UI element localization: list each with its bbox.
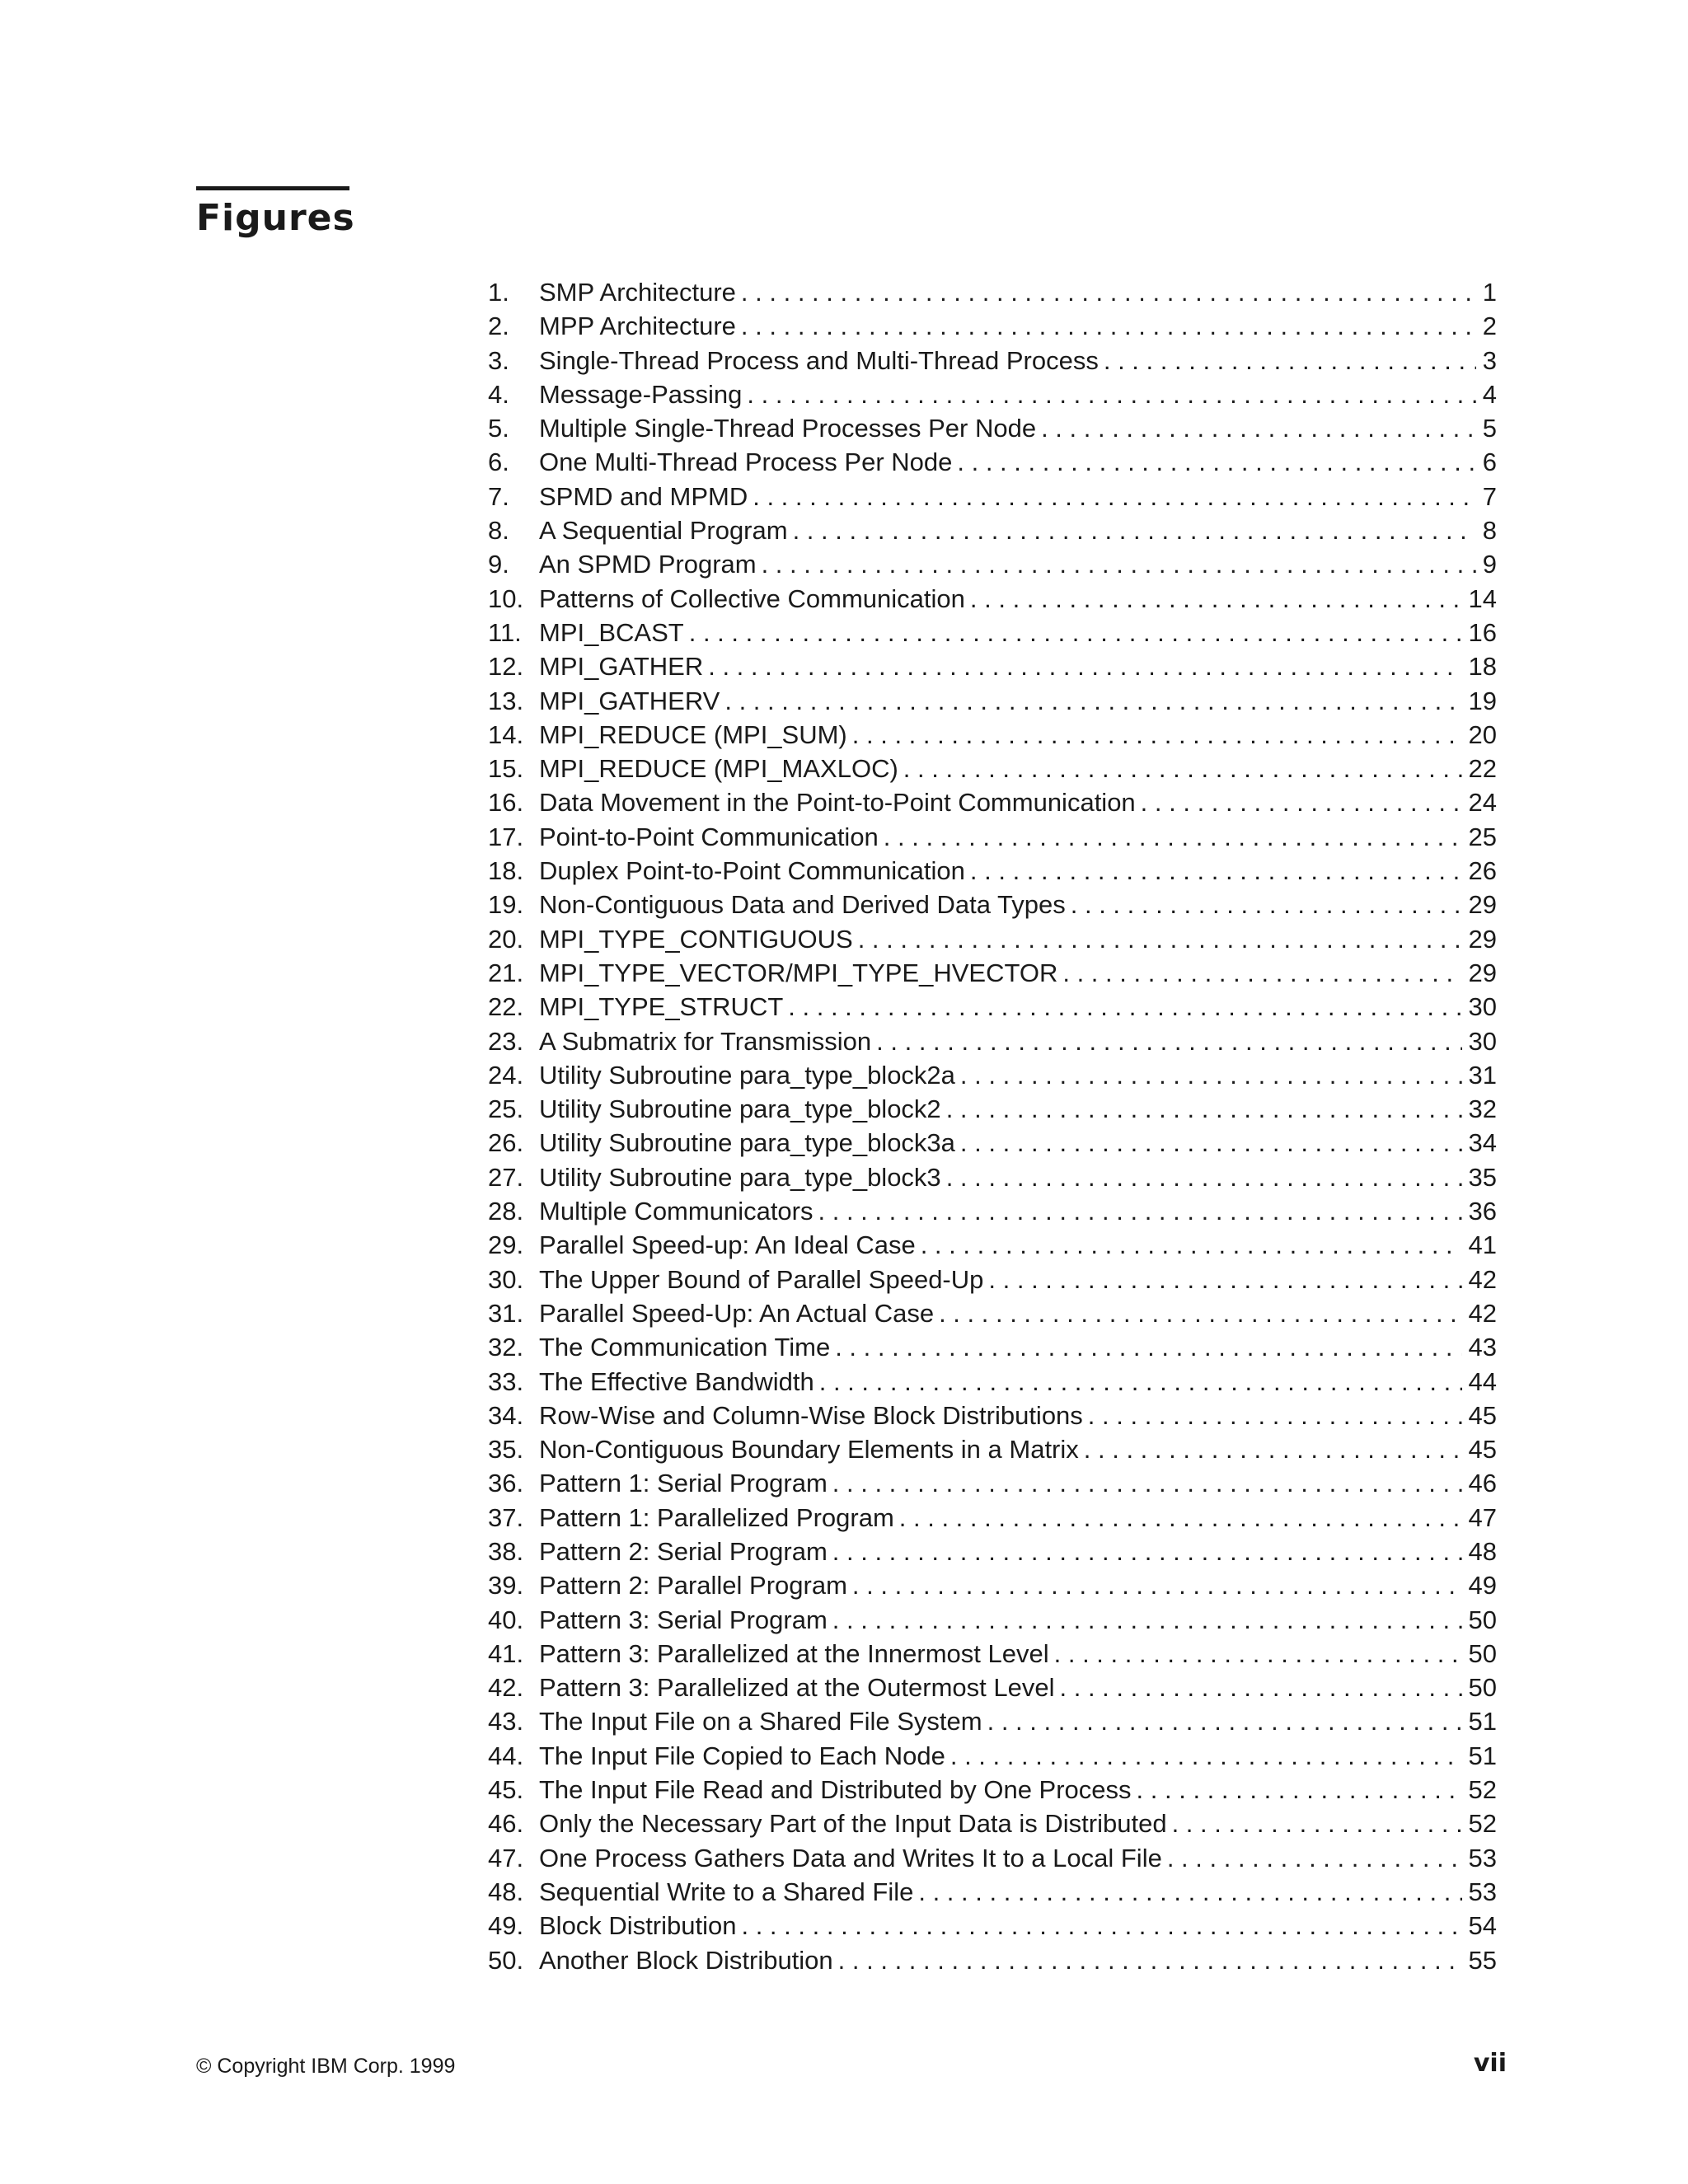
dot-leader (757, 547, 1476, 581)
dot-leader (828, 1466, 1462, 1500)
figure-title: Utility Subroutine para_type_block2a (539, 1060, 955, 1090)
figure-page-number: 8 (1482, 516, 1497, 546)
figure-entry[interactable] (488, 445, 1497, 479)
figure-page-number: 34 (1468, 1128, 1497, 1158)
dot-leader (941, 1160, 1462, 1194)
figure-entry[interactable] (488, 1296, 1497, 1330)
figure-number: 24. (488, 1060, 524, 1090)
dot-leader (1167, 1807, 1462, 1840)
figure-page-number: 54 (1468, 1911, 1497, 1941)
figure-entry[interactable] (488, 582, 1497, 616)
figure-number: 13. (488, 686, 524, 715)
figure-entry[interactable] (488, 718, 1497, 752)
figure-page-number: 29 (1468, 958, 1497, 987)
figure-page-number: 53 (1468, 1843, 1497, 1872)
figure-title: MPI_REDUCE (MPI_SUM) (539, 719, 847, 749)
figure-entry[interactable] (488, 1841, 1497, 1875)
dot-leader (748, 480, 1476, 513)
figure-title: Multiple Single-Thread Processes Per Node (539, 414, 1037, 443)
dot-leader (703, 649, 1461, 683)
figure-page-number: 19 (1468, 686, 1497, 715)
figure-entry[interactable] (488, 1535, 1497, 1568)
dot-leader (955, 1126, 1462, 1160)
figure-entry[interactable] (488, 1365, 1497, 1399)
figure-title: The Input File Copied to Each Node (539, 1741, 945, 1770)
figure-title: Pattern 3: Parallelized at the Outermost Level (539, 1673, 1055, 1703)
dot-leader (982, 1704, 1462, 1738)
figure-page-number: 47 (1468, 1502, 1497, 1532)
figure-page-number: 32 (1468, 1094, 1497, 1124)
figure-number: 20. (488, 924, 524, 954)
dot-leader (941, 1092, 1462, 1126)
figure-entry[interactable] (488, 1432, 1497, 1466)
figure-number: 42. (488, 1673, 524, 1703)
figure-page-number: 44 (1468, 1366, 1497, 1396)
figure-title: MPI_BCAST (539, 617, 684, 647)
figure-entry[interactable] (488, 344, 1497, 377)
figure-number: 19. (488, 890, 524, 920)
figure-number: 50. (488, 1945, 524, 1975)
figure-title: Parallel Speed-up: An Ideal Case (539, 1230, 916, 1260)
figure-title: Row-Wise and Column-Wise Block Distributions (539, 1400, 1083, 1430)
dot-leader (1057, 956, 1461, 990)
dot-leader (742, 377, 1475, 411)
figure-title: Only the Necessary Part of the Input Data is Distributed (539, 1809, 1167, 1839)
figure-title: Patterns of Collective Communication (539, 583, 965, 613)
figure-number: 29. (488, 1230, 524, 1260)
figure-list (488, 275, 1497, 1977)
figure-number: 25. (488, 1094, 524, 1124)
figure-entry[interactable] (488, 480, 1497, 513)
figure-page-number: 55 (1468, 1945, 1497, 1975)
figure-number: 46. (488, 1809, 524, 1839)
figure-number: 21. (488, 958, 524, 987)
figure-page-number: 50 (1468, 1638, 1497, 1668)
dot-leader (1083, 1399, 1462, 1432)
figure-number: 4. (488, 379, 509, 409)
dot-leader (945, 1739, 1462, 1773)
figure-title: The Effective Bandwidth (539, 1366, 814, 1396)
figure-page-number: 31 (1468, 1060, 1497, 1090)
figure-number: 39. (488, 1571, 524, 1601)
dot-leader (916, 1228, 1462, 1262)
figure-number: 41. (488, 1638, 524, 1668)
figure-title: Another Block Distribution (539, 1945, 833, 1975)
figure-page-number: 4 (1482, 379, 1497, 409)
dot-leader (736, 1909, 1461, 1943)
figure-entry[interactable] (488, 752, 1497, 785)
figure-page-number: 29 (1468, 890, 1497, 920)
figure-title: Block Distribution (539, 1911, 737, 1941)
figure-number: 35. (488, 1435, 524, 1465)
dot-leader (720, 684, 1461, 718)
figure-page-number: 2 (1482, 312, 1497, 341)
figure-entry[interactable] (488, 820, 1497, 854)
figure-entry[interactable] (488, 1501, 1497, 1535)
figure-entry[interactable] (488, 1603, 1497, 1637)
figure-title: A Submatrix for Transmission (539, 1026, 872, 1056)
dot-leader (1136, 785, 1462, 819)
figure-title: Non-Contiguous Boundary Elements in a Matrix (539, 1435, 1079, 1465)
figure-number: 9. (488, 550, 509, 579)
dot-leader (830, 1330, 1461, 1364)
figure-number: 40. (488, 1605, 524, 1634)
figure-title: Utility Subroutine para_type_block3a (539, 1128, 955, 1158)
figure-entry[interactable] (488, 1704, 1497, 1738)
figure-entry[interactable] (488, 785, 1497, 819)
dot-leader (828, 1603, 1462, 1637)
figure-title: Point-to-Point Communication (539, 822, 879, 851)
figure-number: 7. (488, 481, 509, 511)
figure-title: Sequential Write to a Shared File (539, 1877, 914, 1906)
dot-leader (1066, 888, 1462, 921)
figure-entry[interactable] (488, 1263, 1497, 1296)
figure-title: Pattern 3: Serial Program (539, 1605, 828, 1634)
figure-page-number: 9 (1482, 550, 1497, 579)
figure-page-number: 45 (1468, 1435, 1497, 1465)
figure-title: MPI_TYPE_CONTIGUOUS (539, 924, 853, 954)
dot-leader (814, 1365, 1462, 1399)
dot-leader (1055, 1671, 1462, 1704)
figure-entry[interactable] (488, 1330, 1497, 1364)
figure-title: A Sequential Program (539, 516, 788, 546)
figure-entry[interactable] (488, 513, 1497, 547)
figure-page-number: 3 (1482, 345, 1497, 375)
figure-title: Pattern 2: Parallel Program (539, 1571, 847, 1601)
figure-entry[interactable] (488, 1807, 1497, 1840)
figure-number: 47. (488, 1843, 524, 1872)
figure-page-number: 29 (1468, 924, 1497, 954)
dot-leader (983, 1263, 1461, 1296)
dot-leader (788, 513, 1476, 547)
figure-entry[interactable] (488, 275, 1497, 309)
figure-title: MPI_GATHER (539, 652, 704, 682)
figure-number: 12. (488, 652, 524, 682)
figure-number: 15. (488, 754, 524, 784)
figure-number: 45. (488, 1775, 524, 1805)
figure-page-number: 18 (1468, 652, 1497, 682)
figure-entry[interactable] (488, 1943, 1497, 1977)
page-number: vii (1473, 2049, 1507, 2078)
dot-leader (879, 820, 1462, 854)
figure-number: 44. (488, 1741, 524, 1770)
figure-title: Multiple Communicators (539, 1197, 814, 1226)
dot-leader (952, 445, 1475, 479)
figure-title: Message-Passing (539, 379, 743, 409)
dot-leader (955, 1058, 1462, 1092)
figure-entry[interactable] (488, 411, 1497, 445)
dot-leader (934, 1296, 1461, 1330)
figure-number: 18. (488, 856, 524, 886)
dot-leader (898, 752, 1462, 785)
figure-entry[interactable] (488, 1637, 1497, 1671)
figure-entry[interactable] (488, 1058, 1497, 1092)
dot-leader (828, 1535, 1462, 1568)
figure-number: 37. (488, 1502, 524, 1532)
figure-number: 32. (488, 1333, 524, 1362)
figure-page-number: 36 (1468, 1197, 1497, 1226)
figure-number: 28. (488, 1197, 524, 1226)
figure-title: Pattern 1: Serial Program (539, 1469, 828, 1498)
figure-number: 34. (488, 1400, 524, 1430)
figure-title: The Upper Bound of Parallel Speed-Up (539, 1264, 984, 1294)
figure-number: 10. (488, 583, 524, 613)
figure-entry[interactable] (488, 888, 1497, 921)
figure-entry[interactable] (488, 1909, 1497, 1943)
figure-page-number: 52 (1468, 1775, 1497, 1805)
figure-page-number: 5 (1482, 414, 1497, 443)
figure-entry[interactable] (488, 1024, 1497, 1058)
figure-page-number: 50 (1468, 1673, 1497, 1703)
figure-title: SMP Architecture (539, 278, 736, 307)
figure-number: 22. (488, 992, 524, 1022)
figure-number: 48. (488, 1877, 524, 1906)
dot-leader (1049, 1637, 1462, 1671)
figure-title: Utility Subroutine para_type_block2 (539, 1094, 941, 1124)
figure-entry[interactable] (488, 990, 1497, 1024)
figure-number: 49. (488, 1911, 524, 1941)
figure-page-number: 7 (1482, 481, 1497, 511)
figure-entry[interactable] (488, 1739, 1497, 1773)
figure-page-number: 42 (1468, 1298, 1497, 1328)
figure-title: The Input File on a Shared File System (539, 1707, 982, 1736)
figure-number: 11. (488, 617, 522, 647)
figure-number: 16. (488, 788, 524, 818)
figure-title: SPMD and MPMD (539, 481, 748, 511)
dot-leader (853, 922, 1462, 956)
copyright-notice: © Copyright IBM Corp. 1999 (196, 2055, 456, 2078)
figure-title: Single-Thread Process and Multi-Thread Process (539, 345, 1099, 375)
figure-entry[interactable] (488, 309, 1497, 343)
figure-title: Pattern 2: Serial Program (539, 1536, 828, 1566)
figure-number: 23. (488, 1026, 524, 1056)
figure-entry[interactable] (488, 1568, 1497, 1602)
dot-leader (965, 854, 1462, 888)
figure-title: The Input File Read and Distributed by One Process (539, 1775, 1132, 1805)
figure-page-number: 51 (1468, 1741, 1497, 1770)
figure-number: 3. (488, 345, 509, 375)
figure-page-number: 25 (1468, 822, 1497, 851)
figure-number: 36. (488, 1469, 524, 1498)
figure-title: Non-Contiguous Data and Derived Data Types (539, 890, 1066, 920)
figure-number: 38. (488, 1536, 524, 1566)
figure-page-number: 16 (1468, 617, 1497, 647)
figure-number: 8. (488, 516, 509, 546)
figure-title: Pattern 3: Parallelized at the Innermost Level (539, 1638, 1049, 1668)
figure-entry[interactable] (488, 649, 1497, 683)
title-rule (196, 186, 349, 190)
figure-title: MPI_REDUCE (MPI_MAXLOC) (539, 754, 898, 784)
figure-title: MPI_TYPE_VECTOR/MPI_TYPE_HVECTOR (539, 958, 1058, 987)
figure-number: 2. (488, 312, 509, 341)
figure-entry[interactable] (488, 1773, 1497, 1807)
figure-page-number: 24 (1468, 788, 1497, 818)
page-title: Figures (196, 197, 355, 239)
figure-number: 5. (488, 414, 509, 443)
dot-leader (783, 990, 1461, 1024)
figure-page-number: 22 (1468, 754, 1497, 784)
dot-leader (1132, 1773, 1462, 1807)
dot-leader (894, 1501, 1462, 1535)
figure-page-number: 6 (1482, 448, 1497, 477)
figure-number: 26. (488, 1128, 524, 1158)
figure-number: 1. (488, 278, 509, 307)
figure-title: An SPMD Program (539, 550, 757, 579)
figure-entry[interactable] (488, 1671, 1497, 1704)
dot-leader (833, 1943, 1462, 1977)
figure-page-number: 20 (1468, 719, 1497, 749)
figure-page-number: 1 (1482, 278, 1497, 307)
figure-page-number: 14 (1468, 583, 1497, 613)
figure-number: 17. (488, 822, 524, 851)
figure-title: Utility Subroutine para_type_block3 (539, 1162, 941, 1192)
figure-title: MPP Architecture (539, 312, 736, 341)
figure-entry[interactable] (488, 377, 1497, 411)
dot-leader (847, 718, 1462, 752)
figure-entry[interactable] (488, 1228, 1497, 1262)
dot-leader (1079, 1432, 1462, 1466)
figure-page-number: 52 (1468, 1809, 1497, 1839)
figure-entry[interactable] (488, 1875, 1497, 1909)
figure-page-number: 45 (1468, 1400, 1497, 1430)
figure-title: One Process Gathers Data and Writes It to a Local File (539, 1843, 1162, 1872)
figure-entry[interactable] (488, 547, 1497, 581)
figure-entry[interactable] (488, 684, 1497, 718)
figure-title: Parallel Speed-Up: An Actual Case (539, 1298, 935, 1328)
figure-title: MPI_GATHERV (539, 686, 720, 715)
figure-page-number: 50 (1468, 1605, 1497, 1634)
dot-leader (913, 1875, 1461, 1909)
figure-number: 31. (488, 1298, 524, 1328)
figure-page-number: 48 (1468, 1536, 1497, 1566)
dot-leader (965, 582, 1462, 616)
figure-title: Duplex Point-to-Point Communication (539, 856, 965, 886)
figure-page-number: 53 (1468, 1877, 1497, 1906)
figure-page-number: 41 (1468, 1230, 1497, 1260)
figure-entry[interactable] (488, 1160, 1497, 1194)
figure-entry[interactable] (488, 956, 1497, 990)
figure-entry[interactable] (488, 922, 1497, 956)
figure-title: MPI_TYPE_STRUCT (539, 992, 784, 1022)
dot-leader (871, 1024, 1461, 1058)
figure-entry[interactable] (488, 1466, 1497, 1500)
figure-title: Data Movement in the Point-to-Point Communication (539, 788, 1136, 818)
figure-number: 43. (488, 1707, 524, 1736)
figure-title: Pattern 1: Parallelized Program (539, 1502, 894, 1532)
dot-leader (736, 309, 1476, 343)
figure-page-number: 46 (1468, 1469, 1497, 1498)
figure-number: 33. (488, 1366, 524, 1396)
figure-entry[interactable] (488, 1194, 1497, 1228)
figure-entry[interactable] (488, 854, 1497, 888)
figure-title: One Multi-Thread Process Per Node (539, 448, 953, 477)
dot-leader (1099, 344, 1476, 377)
figure-page-number: 26 (1468, 856, 1497, 886)
figure-page-number: 30 (1468, 1026, 1497, 1056)
figure-entry[interactable] (488, 1399, 1497, 1432)
figure-page-number: 42 (1468, 1264, 1497, 1294)
figure-entry[interactable] (488, 1126, 1497, 1160)
figure-page-number: 35 (1468, 1162, 1497, 1192)
figure-page-number: 43 (1468, 1333, 1497, 1362)
figure-entry[interactable] (488, 1092, 1497, 1126)
figure-page-number: 30 (1468, 992, 1497, 1022)
figure-number: 27. (488, 1162, 524, 1192)
dot-leader (684, 616, 1462, 649)
dot-leader (814, 1194, 1462, 1228)
figure-number: 6. (488, 448, 509, 477)
dot-leader (1036, 411, 1476, 445)
figure-page-number: 49 (1468, 1571, 1497, 1601)
figure-title: The Communication Time (539, 1333, 831, 1362)
dot-leader (1162, 1841, 1462, 1875)
figure-number: 14. (488, 719, 524, 749)
figure-number: 30. (488, 1264, 524, 1294)
dot-leader (736, 275, 1476, 309)
figure-page-number: 51 (1468, 1707, 1497, 1736)
figure-entry[interactable] (488, 616, 1497, 649)
dot-leader (847, 1568, 1462, 1602)
